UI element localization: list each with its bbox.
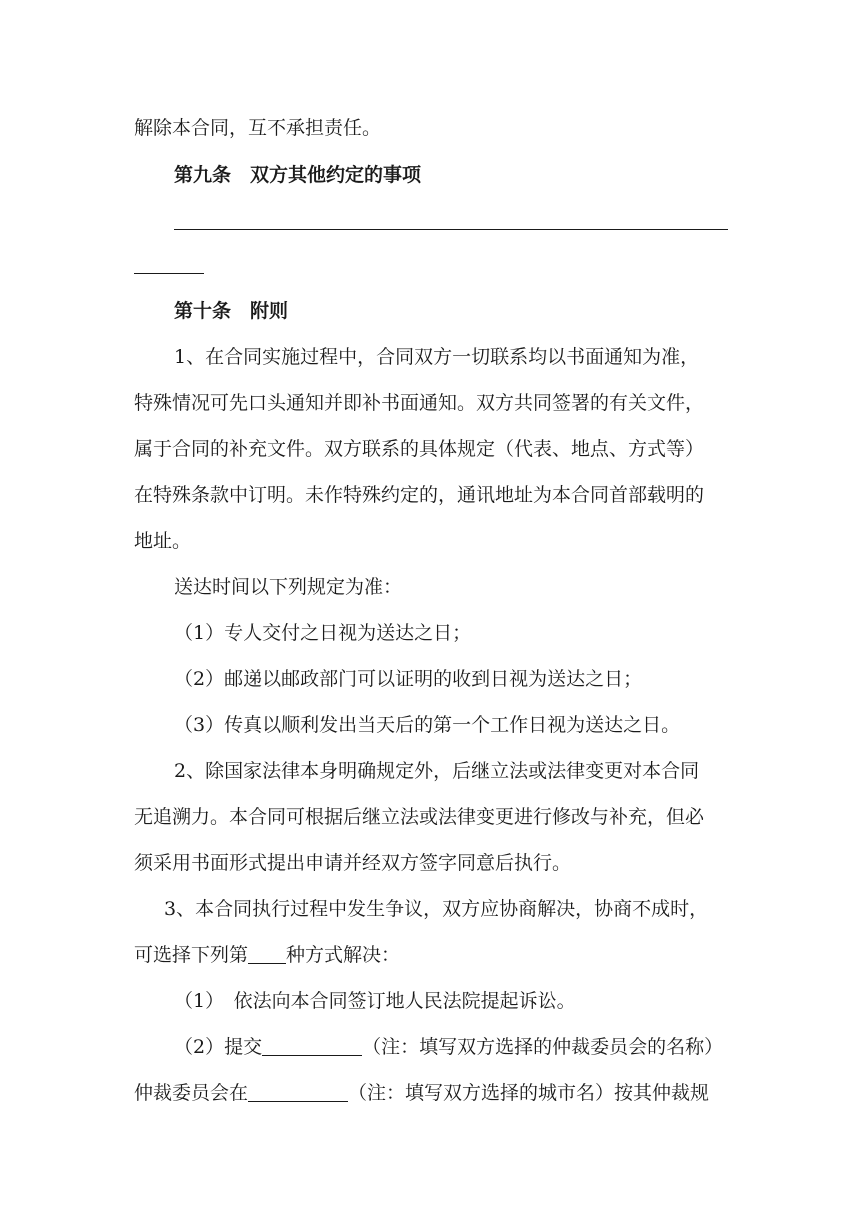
paragraph-3-line-2 bbox=[134, 943, 400, 967]
paragraph-1-line-1: 1、在合同实施过程中，合同双方一切联系均以书面通知为准， bbox=[174, 346, 700, 368]
paragraph-1-line-2: 特殊情况可先口头通知并即补书面通知。双方共同签署的有关文件， bbox=[134, 392, 705, 414]
paragraph-3-line-1: 3、本合同执行过程中发生争议，双方应协商解决，协商不成时， bbox=[164, 898, 709, 920]
delivery-item-1: （1）专人交付之日视为送达之日； bbox=[174, 622, 472, 644]
paragraph-3-text-b: 种方式解决： bbox=[286, 944, 401, 966]
option-2-text-a: （2）提交 bbox=[174, 1036, 263, 1058]
paragraph-2-line-3: 须采用书面形式提出申请并经双方签字同意后执行。 bbox=[134, 852, 572, 874]
city-name-blank bbox=[248, 1081, 348, 1102]
article-10-heading: 第十条 附则 bbox=[174, 300, 289, 322]
paragraph-3-text-a: 可选择下列第 bbox=[134, 944, 249, 966]
option-2-l2-text-a: 仲裁委员会在 bbox=[134, 1082, 249, 1104]
fill-in-line bbox=[174, 229, 728, 230]
text-line: 解除本合同，互不承担责任。 bbox=[134, 117, 382, 139]
option-2-line-1 bbox=[174, 1035, 723, 1059]
option-2-l2-text-b: （注：填写双方选择的城市名）按其仲裁规 bbox=[348, 1082, 710, 1104]
paragraph-1-line-5: 地址。 bbox=[134, 530, 192, 552]
paragraph-2-line-2: 无追溯力。本合同可根据后继立法或法律变更进行修改与补充，但必 bbox=[134, 806, 705, 828]
article-9-heading: 第九条 双方其他约定的事项 bbox=[174, 164, 422, 186]
delivery-item-3: （3）传真以顺利发出当天后的第一个工作日视为送达之日。 bbox=[174, 714, 681, 736]
option-number-blank bbox=[248, 943, 286, 964]
delivery-item-2: （2）邮递以邮政部门可以证明的收到日视为送达之日； bbox=[174, 668, 643, 690]
delivery-intro: 送达时间以下列规定为准： bbox=[174, 576, 403, 598]
fill-in-line-continued bbox=[134, 273, 204, 274]
option-2-text-b: （注：填写双方选择的仲裁委员会的名称） bbox=[362, 1036, 724, 1058]
paragraph-1-line-3: 属于合同的补充文件。双方联系的具体规定（代表、地点、方式等） bbox=[134, 438, 705, 460]
paragraph-1-line-4: 在特殊条款中订明。未作特殊约定的，通讯地址为本合同首部载明的 bbox=[134, 484, 705, 506]
paragraph-2-line-1: 2、除国家法律本身明确规定外，后继立法或法律变更对本合同 bbox=[174, 760, 700, 782]
option-1: （1） 依法向本合同签订地人民法院提起诉讼。 bbox=[174, 990, 576, 1012]
arbitration-commission-blank bbox=[262, 1035, 362, 1056]
option-2-line-2 bbox=[134, 1081, 709, 1105]
